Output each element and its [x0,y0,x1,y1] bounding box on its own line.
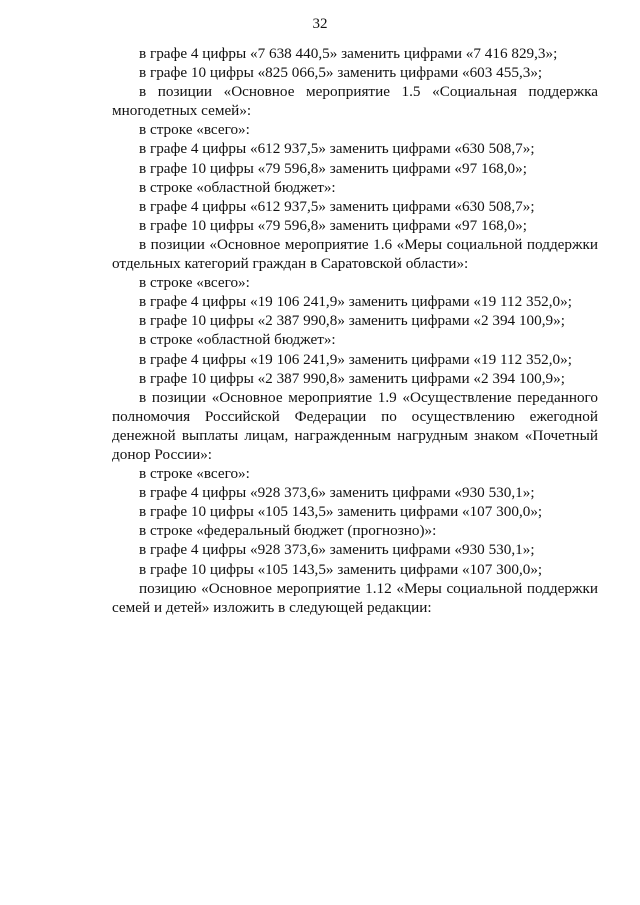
paragraph-9: в графе 10 цифры «79 596,8» заменить цифрами «97 168,0»; [139,216,527,234]
paragraph-5: в графе 4 цифры «612 937,5» заменить цифрами «630 508,7»; [139,140,535,158]
paragraph-14: в строке «областной бюджет»: [139,331,336,349]
paragraph-6: в графе 10 цифры «79 596,8» заменить цифрами «97 168,0»; [139,159,527,177]
paragraph-23: в графе 10 цифры «105 143,5» заменить цифрами «107 300,0»; [139,560,543,578]
paragraph-4: в строке «всего»: [139,121,250,139]
paragraph-11: в строке «всего»: [139,274,250,292]
document-body [112,44,598,617]
paragraph-1: в графе 4 цифры «7 638 440,5» заменить цифрами «7 416 829,3»; [139,45,558,62]
paragraph-20: в графе 10 цифры «105 143,5» заменить цифрами «107 300,0»; [139,503,543,521]
paragraph-22: в графе 4 цифры «928 373,6» заменить цифрами «930 530,1»; [139,541,535,559]
paragraph-7: в строке «областной бюджет»: [139,178,336,196]
paragraph-18: в строке «всего»: [139,465,250,483]
paragraph-17: в позиции «Основное мероприятие 1.9 «Осуществление переданного полномочия Российской Федерации по осуществлению ежегодной денежной выплаты лицам, награжденным нагрудным знаком «Почетный донор России»: [112,388,598,463]
paragraph-21: в строке «федеральный бюджет (прогнозно)»: [139,522,437,540]
paragraph-8: в графе 4 цифры «612 937,5» заменить цифрами «630 508,7»; [139,197,535,215]
paragraph-15: в графе 4 цифры «19 106 241,9» заменить цифрами «19 112 352,0»; [139,350,572,368]
paragraph-24: позицию «Основное мероприятие 1.12 «Меры социальной поддержки семей и детей» изложить в следующей редакции: [112,579,598,616]
paragraph-12: в графе 4 цифры «19 106 241,9» заменить цифрами «19 112 352,0»; [139,293,572,311]
paragraph-16: в графе 10 цифры «2 387 990,8» заменить цифрами «2 394 100,9»; [139,369,565,387]
paragraph-2: в графе 10 цифры «825 066,5» заменить цифрами «603 455,3»; [139,64,543,82]
paragraph-3: в позиции «Основное мероприятие 1.5 «Социальная поддержка многодетных семей»: [112,83,598,120]
page-number: 32 [312,16,328,32]
paragraph-19: в графе 4 цифры «928 373,6» заменить цифрами «930 530,1»; [139,484,535,502]
paragraph-13: в графе 10 цифры «2 387 990,8» заменить цифрами «2 394 100,9»; [139,312,565,330]
paragraph-10: в позиции «Основное мероприятие 1.6 «Меры социальной поддержки отдельных категорий граждан в Саратовской области»: [112,235,598,273]
